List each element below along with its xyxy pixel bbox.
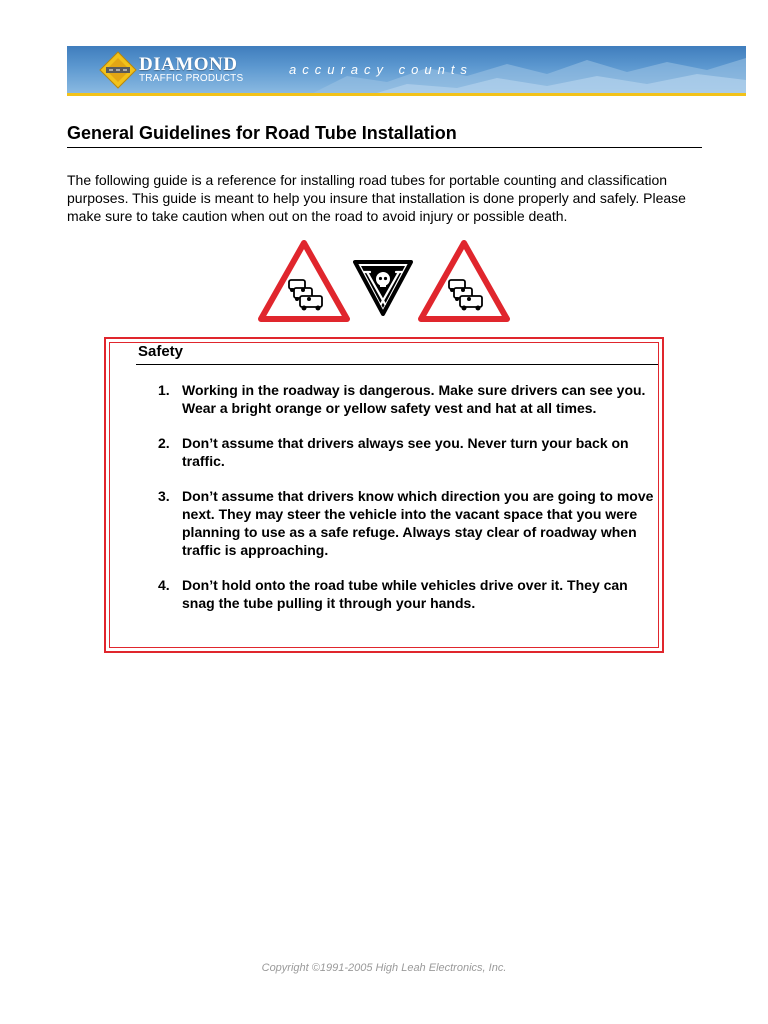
safety-list-item	[158, 381, 658, 417]
safety-item-number: 1.	[158, 382, 170, 398]
safety-item-number: 3.	[158, 488, 170, 504]
safety-list	[158, 381, 658, 629]
brand-subtitle: TRAFFIC PRODUCTS	[139, 73, 244, 84]
safety-item-number: 4.	[158, 577, 170, 593]
brand-name: DIAMOND	[139, 54, 238, 75]
header-banner	[67, 46, 746, 96]
safety-list-item	[158, 434, 658, 470]
title-divider	[67, 147, 702, 148]
safety-item-text: Don’t hold onto the road tube while vehicles drive over it. They can snag the tube pulling it through your hands.	[182, 577, 628, 611]
safety-item-text: Working in the roadway is dangerous. Make sure drivers can see you. Wear a bright orange or yellow safety vest and hat at all times.	[182, 382, 646, 416]
intro-paragraph: The following guide is a reference for installing road tubes for portable counting and classification purposes. This guide is meant to help you insure that installation is done properly and safely. Please make sure to take caution when out on the road to avoid injury or possible death.	[67, 172, 686, 224]
brand-tagline: accuracy counts	[289, 62, 473, 77]
safety-section	[104, 337, 664, 653]
skull-crutches-danger-sign-icon	[353, 260, 413, 316]
traffic-queue-warning-sign-icon	[258, 240, 350, 322]
banner-accent-stripe	[67, 93, 746, 96]
safety-item-text: Don’t assume that drivers know which direction you are going to move next. They may steer the vehicle into the vacant space that you were planning to use as a safe refuge. Always stay clear of roadway when traffic is approaching.	[182, 488, 654, 558]
diamond-logo-icon	[99, 51, 137, 89]
safety-list-item	[158, 576, 658, 612]
copyright-footer: Copyright ©1991-2005 High Leah Electronics, Inc.	[261, 962, 507, 974]
safety-heading-divider	[136, 364, 658, 365]
safety-heading: Safety	[138, 343, 184, 360]
safety-item-number: 2.	[158, 435, 170, 451]
safety-item-text: Don’t assume that drivers always see you. Never turn your back on traffic.	[182, 435, 629, 469]
safety-list-item	[158, 487, 658, 559]
page-title: General Guidelines for Road Tube Installation	[67, 123, 457, 143]
traffic-queue-warning-sign-icon	[418, 240, 510, 322]
